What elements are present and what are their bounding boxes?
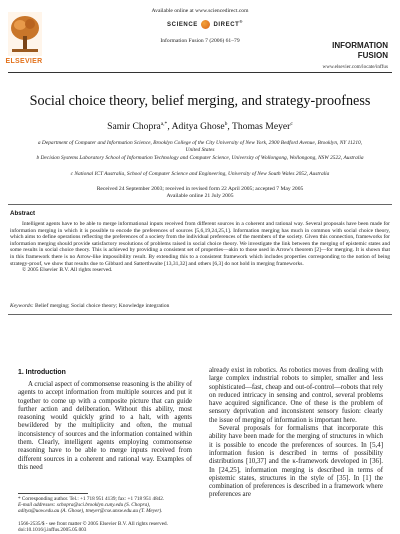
section-heading: 1. Introduction <box>18 369 66 376</box>
author-name: Thomas Meyer <box>232 121 291 133</box>
right-column-paragraph-1: already exist in robotics. As robotics moves from dealing with large complex industrial robots to simpler, smaller and less sophisticated—fast, cheap and out-of-control—robots that rely on reduced intricacy in sensing and control, several problems have acquired significance. One of these is the problem of sensory deprivation and inconsistent sensory fusion: clearly the issue of merging of information is important here. <box>209 367 383 424</box>
keywords <box>10 303 390 309</box>
sciencedirect-logo <box>150 19 260 31</box>
footnote-rule <box>18 493 88 494</box>
journal-title-line-2: FUSION <box>357 50 388 60</box>
author-sup: c <box>290 121 293 127</box>
author-sup: b <box>224 121 228 127</box>
doi-line: doi:10.1016/j.inffus.2005.05.003 <box>18 527 87 534</box>
issn-line: 1566-2535/$ - see front matter © 2005 Elsevier B.V. All rights reserved. <box>18 521 168 527</box>
right-column <box>209 367 383 500</box>
abstract-body <box>10 221 390 274</box>
affiliation-a: a Department of Computer and Information Science, Brooklyn College of the City University of New York, 2900 Bedford Avenue, Brooklyn, NY 11210, United States <box>37 140 363 153</box>
online-date: Available online 21 July 2005 <box>166 193 234 199</box>
received-dates: Received 24 September 2003; received in revised form 22 April 2005; accepted 7 May 2005 <box>96 186 304 192</box>
available-online-note: Available online at www.sciencedirect.com <box>151 8 249 14</box>
author-name: Samir Chopra <box>107 121 161 133</box>
footnote-corresponding: * Corresponding author. Tel.: +1 718 951 4139; fax: +1 718 951 4842. <box>18 496 165 502</box>
footnote <box>18 496 192 514</box>
journal-title-line-1: INFORMATION <box>332 41 388 50</box>
abstract-rule <box>8 314 392 315</box>
author-name: Aditya Ghose <box>171 121 225 133</box>
left-column-text: A crucial aspect of commonsense reasoning is the ability of agents to accept information from multiple sources and put it together to come up with a composite picture that can guide further action and deliberation. Without this ability, most reasoning would quickly grind to a halt, with agents bewildered by the multiplicity and often, the mutual inconsistency of sources and the information contained within them. Clearly, intelligent agents employing commonsense reasoning have to be able to merge inputs received from different sources in a coherent and rational way. Examples of this need <box>18 381 192 471</box>
sd-logo-mark: ® <box>239 19 243 24</box>
journal-reference: Information Fusion 7 (2006) 61–79 <box>160 38 240 44</box>
right-column-paragraph-2: Several proposals for formalisms that incorporate this ability have been made for the merging of structures in which it is possible to encode the preferences of sources. In [5,4] information fusion is described in terms of possibility distributions [10,37] and the κ-framework developed in [36]. In [24,25], information merging is described in terms of epistemic states, structures in the style of [35]. In [1] the combination of preferences is described in a framework where preferences are <box>209 425 383 499</box>
affiliation-c: c National ICT Australia, School of Computer Science and Engineering, University of New South Wales 2052, Australia <box>70 171 330 177</box>
author-list: Samir Chopra$^{a,*}$, Aditya Ghose$^b$, Thomas Meyer$^c$ <box>107 121 293 133</box>
abstract-heading: Abstract <box>10 210 36 217</box>
title-rule <box>8 204 392 205</box>
keywords-label: Keywords: <box>10 303 34 309</box>
keywords-text: Belief merging; Social choice theory; Knowledge integration <box>35 303 170 309</box>
abstract-copyright: © 2005 Elsevier B.V. All rights reserved. <box>22 267 113 274</box>
publisher-name: ELSEVIER <box>5 58 43 65</box>
header-rule <box>8 72 392 73</box>
author-sup: a,* <box>160 121 168 127</box>
sd-logo-dot-icon <box>201 20 210 29</box>
abstract-text: Intelligent agents have to be able to merge informational inputs received from different sources in a coherent and rational way. Several proposals have been made for information merging in which it is possible to encode the preferences of sources [5,6,19,24,25,1]. Information merging has much in common with social choice theory, which aims to define operations reflecting the preferences of a society from the individual preferences of the members of the society. Given this connection, frameworks for information merging should provide satisfactory resolutions of problems raised in social choice theory. We investigate the link between the merging of epistemic states and some results in social choice theory. This is achieved by providing a consistent set of properties—akin to those used in Arrow's theorem [2]—for merging. It is shown that in this framework there is no Arrow-like impossibility result. By extending this to a consistent framework which includes properties corresponding to the notion of being strategy-proof, we show that results due to Gibbard and Satterthwaite [13,31,32] and others [6,3] do not hold in merging frameworks. <box>10 221 390 267</box>
journal-url: www.elsevier.com/locate/inffus <box>322 64 388 70</box>
sd-logo-left: SCIENCE <box>167 22 198 28</box>
article-title: Social choice theory, belief merging, and strategy-proofness <box>29 93 371 109</box>
sd-logo-right: DIRECT <box>213 22 240 28</box>
footnote-emails: E-mail addresses: schopra@sci.brooklyn.cuny.edu (S. Chopra), aditya@uow.edu.au (A. Ghose), tmeyer@cse.unsw.edu.au (T. Meyer). <box>18 502 163 515</box>
bottom-matter <box>18 521 208 533</box>
elsevier-tree-logo-icon <box>8 12 42 56</box>
affiliation-b: b Decision Systems Laboratory School of Information Technology and Computer Science, University of Wollongong, Wollongong, NSW 2522, Australia <box>36 155 364 161</box>
journal-title <box>298 41 388 60</box>
